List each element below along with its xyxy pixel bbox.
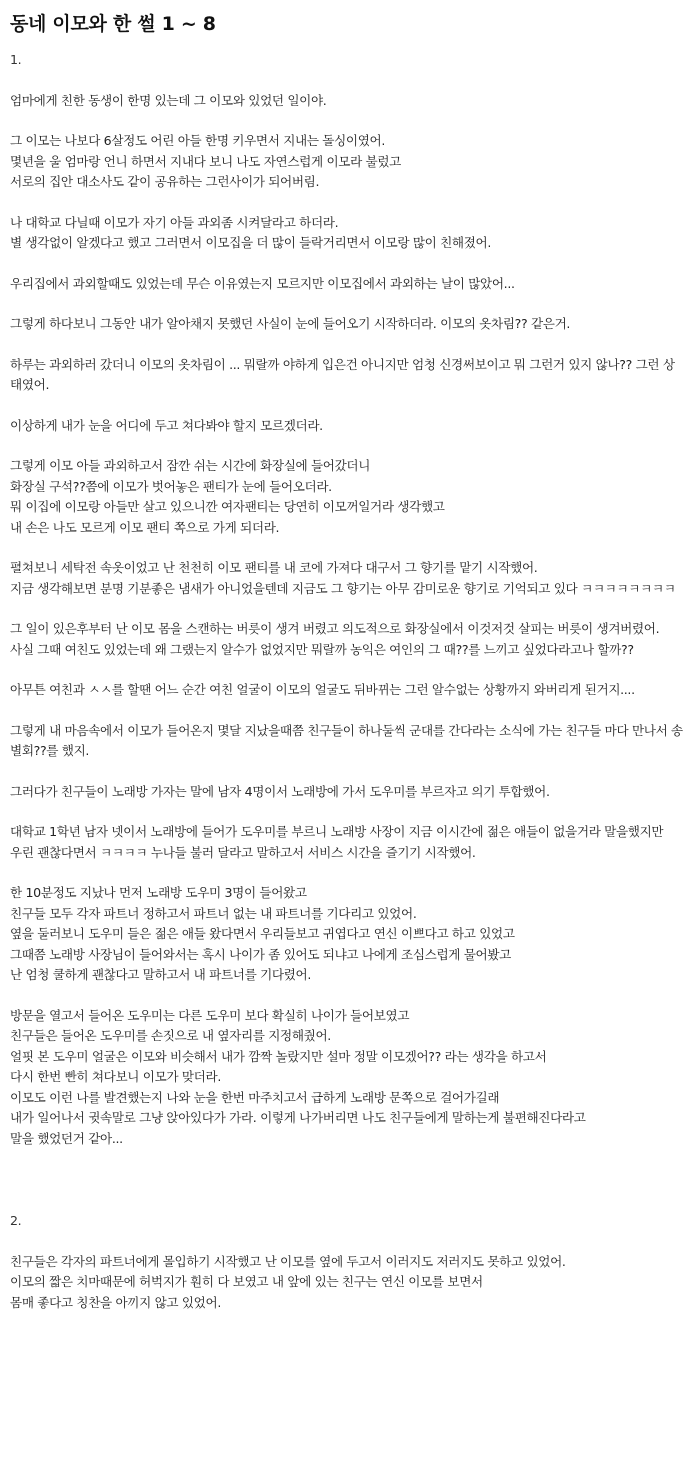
paragraph-line: 아무튼 여친과 ㅅㅅ를 할땐 어느 순간 여친 얼굴이 이모의 얼굴도 뒤바뀌는 그런 알수없는 상황까지 와버리게 된거지.... [10,682,635,697]
paragraph-line: 뭐 이집에 이모랑 아들만 살고 있으니깐 여자팬티는 당연히 이모꺼일거라 생각했고 [10,499,445,514]
paragraph [10,456,686,538]
paragraph [10,314,686,335]
paragraph-line: 몇년을 울 엄마랑 언니 하면서 지내다 보니 나도 자연스럽게 이모라 불렀고 [10,153,401,169]
paragraph-line: 방문을 열고서 들어온 도우미는 다른 도우미 보다 확실히 나이가 들어보였고 [10,1007,410,1023]
paragraph-line: 우리집에서 과외할때도 있었는데 무슨 이유였는지 모르지만 이모집에서 과외하는 날이 많았어... [10,275,515,291]
paragraph-line: 사실 그때 여친도 있었는데 왜 그랬는지 알수가 없었지만 뭐랄까 농익은 여인의 그 때??를 느끼고 싶었다라고나 할까?? [10,641,634,657]
paragraph [10,131,686,193]
paragraph-line: 그러다가 친구들이 노래방 가자는 말에 남자 4명이서 노래방에 가서 도우미를 부르자고 의기 투합했어. [10,783,550,799]
paragraph-line: 그때쯤 노래방 사장님이 들어와서는 혹시 나이가 좀 있어도 되냐고 나에게 조심스럽게 물어봤고 [10,946,511,962]
post-title: 동네 이모와 한 썰 1 ~ 8 [10,13,216,35]
paragraph [10,274,686,295]
paragraph [10,213,686,254]
paragraph-line: 대학교 1학년 남자 넷이서 노래방에 들어가 도우미를 부르니 노래방 사장이 지금 이시간에 젊은 애들이 없을거라 말을했지만 [10,824,664,839]
paragraph-line: 펼쳐보니 세탁전 속옷이었고 난 천천히 이모 팬티를 내 코에 가져다 대구서 그 향기를 맡기 시작했어. [10,560,538,575]
paragraph-line: 친구들은 들어온 도우미를 손짓으로 내 옆자리를 지정해줬어. [10,1028,331,1043]
paragraph-line: 하루는 과외하러 갔더니 이모의 옷차림이 ... 뭐랄까 야하게 입은건 아니지만 엄청 신경써보이고 뭐 그런거 있지 않나?? 그런 상태였어. [10,356,675,392]
paragraph [10,680,686,701]
paragraph [10,558,686,599]
section-number [10,1211,686,1232]
paragraph-line: 그렇게 이모 아들 과외하고서 잠깐 쉬는 시간에 화장실에 들어갔더니 [10,458,371,473]
paragraph-line: 친구들은 각자의 파트너에게 몰입하기 시작했고 난 이모를 옆에 두고서 이러지도 저러지도 못하고 있었어. [10,1253,566,1269]
paragraph [10,883,686,986]
paragraph-line: 내 손은 나도 모르게 이모 팬티 쪽으로 가게 되더라. [10,519,280,535]
paragraph-line: 말을 했었던거 같아... [10,1130,123,1146]
paragraph-line: 그 일이 있은후부터 난 이모 몸을 스캔하는 버릇이 생겨 버렸고 의도적으로 화장실에서 이것저것 살피는 버릇이 생겨버렸어. [10,621,660,636]
paragraph [10,1006,686,1150]
paragraph-line: 몸매 좋다고 칭찬을 아끼지 않고 있었어. [10,1294,221,1310]
paragraph [10,1252,686,1314]
paragraph-line: 내가 일어나서 귓속말로 그냥 앉아있다가 가라. 이렇게 나가버리면 나도 친구들에게 말하는게 불편해진다라고 [10,1110,586,1125]
paragraph-line: 그 이모는 나보다 6살정도 어린 아들 한명 키우면서 지내는 돌싱이였어. [10,133,386,148]
paragraph-line: 이모의 짧은 치마때문에 허벅지가 훤히 다 보였고 내 앞에 있는 친구는 연신 이모를 보면서 [10,1274,483,1289]
paragraph [10,822,686,863]
paragraph [10,721,686,762]
paragraph-line: 1. [10,52,22,67]
paragraph-line: 그렇게 하다보니 그동안 내가 알아채지 못했던 사실이 눈에 들어오기 시작하더라. 이모의 옷차림?? 같은거. [10,316,571,331]
paragraph-line: 옆을 둘러보니 도우미 들은 젊은 애들 왔다면서 우리들보고 귀엽다고 연신 이쁘다고 하고 있었고 [10,926,515,941]
paragraph [10,619,686,660]
paragraph-line: 친구들 모두 각자 파트너 정하고서 파트너 없는 내 파트너를 기다리고 있었어. [10,905,417,921]
paragraph-line: 한 10분정도 지났나 먼저 노래방 도우미 3명이 들어왔고 [10,885,307,900]
paragraph [10,782,686,803]
paragraph-line: 이상하게 내가 눈을 어디에 두고 쳐다봐야 할지 모르겠더라. [10,417,323,433]
paragraph-line: 나 대학교 다닐때 이모가 자기 아들 과외좀 시켜달라고 하더라. [10,214,339,230]
paragraph-line: 다시 한번 빤히 쳐다보니 이모가 맞더라. [10,1069,221,1084]
paragraph-line: 2. [10,1213,22,1228]
paragraph [10,416,686,437]
paragraph-line: 서로의 집안 대소사도 같이 공유하는 그런사이가 되어버림. [10,174,320,189]
paragraph-line: 별 생각없이 알겠다고 했고 그러면서 이모집을 더 많이 들락거리면서 이모랑 많이 친해졌어. [10,235,492,250]
paragraph-line: 엄마에게 친한 동생이 한명 있는데 그 이모와 있었던 일이야. [10,92,327,108]
paragraph-line: 그렇게 내 마음속에서 이모가 들어온지 몇달 지났을때쯤 친구들이 하나둘씩 군대를 간다라는 소식에 가는 친구들 마다 만나서 송별회??를 했지. [10,722,683,758]
paragraph-line: 난 엄청 쿨하게 괜찮다고 말하고서 내 파트너를 기다렸어. [10,967,311,982]
paragraph-line: 화장실 구석??쯤에 이모가 벗어놓은 팬티가 눈에 들어오더라. [10,478,332,494]
paragraph [10,355,686,396]
paragraph-line: 우린 괜찮다면서 ㅋㅋㅋㅋ 누나들 불러 달라고 말하고서 서비스 시간을 즐기기 시작했어. [10,844,476,860]
paragraph-line: 얼핏 본 도우미 얼굴은 이모와 비슷해서 내가 깜짝 놀랐지만 설마 정말 이모겠어?? 라는 생각을 하고서 [10,1048,547,1064]
post-body [10,50,686,1313]
paragraph-line: 이모도 이런 나를 발견했는지 나와 눈을 한번 마주치고서 급하게 노래방 문쪽으로 걸어가길래 [10,1089,500,1105]
paragraph [10,91,686,112]
paragraph-line: 지금 생각해보면 분명 기분좋은 냄새가 아니었을텐데 지금도 그 향기는 아무 감미로운 향기로 기억되고 있다 ㅋㅋㅋㅋㅋㅋㅋㅋ [10,580,676,596]
section-number [10,50,686,71]
